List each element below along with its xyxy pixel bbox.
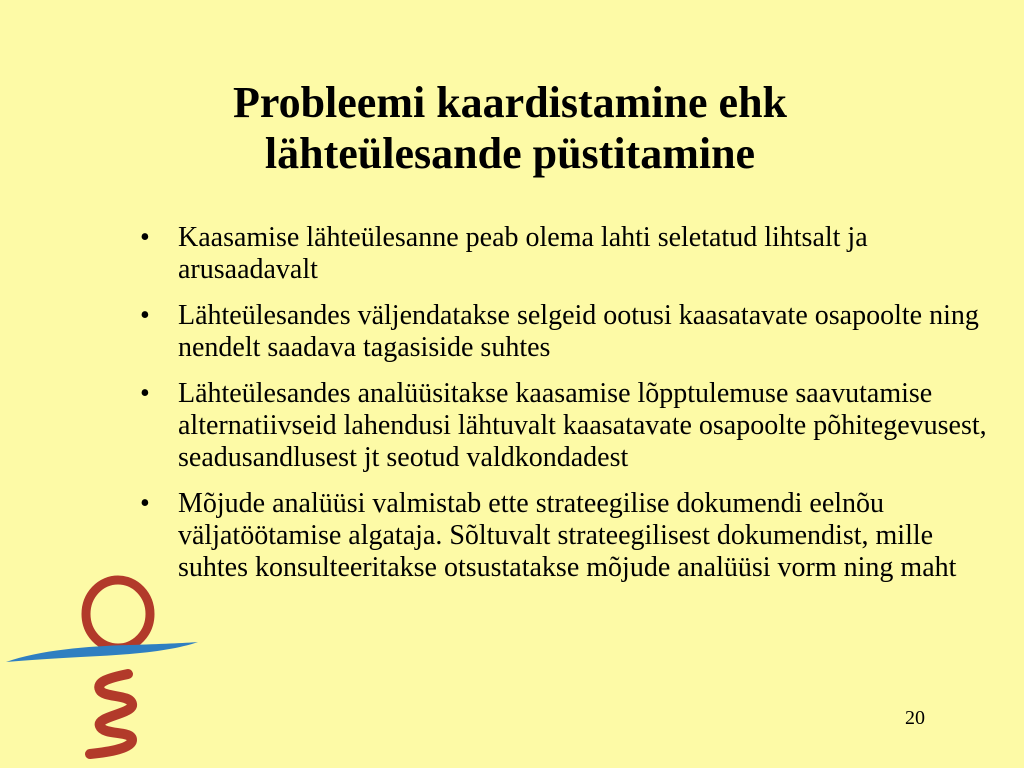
bullet-text: Kaasamise lähteülesanne peab olema lahti seletatud lihtsalt ja arusaadavalt [178, 222, 868, 285]
bullet-item [140, 222, 1010, 286]
title-line-1: Probleemi kaardistamine ehk [232, 78, 788, 127]
bullet-text: Lähteülesandes analüüsitakse kaasamise lõpptulemuse saavutamise alternatiivseid lahendusi lähtuvalt kaasatavate osapoolte põhitegevusest, seadusandlusest jt seotud valdkondadest [178, 378, 987, 473]
bullet-list [140, 222, 1010, 598]
bullet-marker: • [140, 378, 150, 409]
slide-title [100, 78, 920, 179]
stylized-figure-logo-icon [0, 570, 200, 760]
bullet-item [140, 488, 1010, 584]
bullet-item [140, 300, 1010, 364]
bullet-marker: • [140, 300, 150, 331]
logo-body-zigzag [90, 674, 132, 754]
title-line-2: lähteülesande püstitamine [264, 128, 756, 178]
page-number: 20 [905, 707, 925, 729]
bullet-marker: • [140, 488, 150, 519]
bullet-marker: • [140, 222, 150, 253]
bullet-text: Mõjude analüüsi valmistab ette strateegilise dokumendi eelnõu väljatöötamise algataja. Sõltuvalt strateegilisest dokumendist, mille suhtes konsulteeritakse otsustatakse mõjude analüüsi vorm ning maht [178, 488, 957, 583]
bullet-text: Lähteülesandes väljendatakse selgeid ootusi kaasatavate osapoolte ning nendelt saadava tagasiside suhtes [178, 300, 979, 363]
bullet-item [140, 378, 1010, 474]
logo-head-ring [86, 580, 150, 648]
